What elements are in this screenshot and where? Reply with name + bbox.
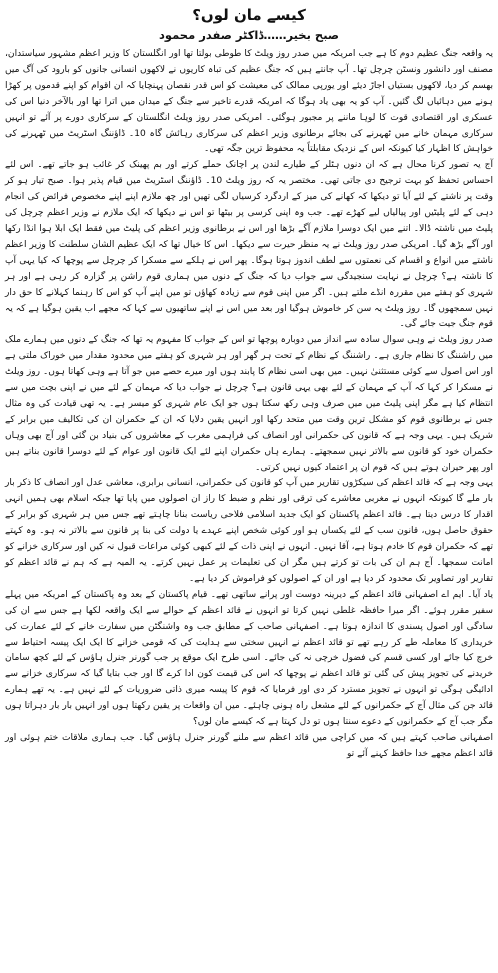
article-paragraph-5: یاد آیا۔ ایم اے اصفہانی قائد اعظم کے دیرینہ دوست اور پرانے ساتھی تھے۔ قیام پاکستان کے بعد وہ پاکستان کے امریکہ میں پہلے سفیر مقرر ہوئے۔ اگر میرا حافظہ غلطی نہیں کرتا تو انہوں نے قائد اعظم کے حوالے سے ایک واقعہ لکھا ہے جس سے ان کی سادگی اور اصول پسندی کا اندازہ ہوتا ہے۔ اصفہانی صاحب کے مطابق جب وہ واشنگٹن میں سفارت خانے کے لئے عمارت کی خریداری کا معاملہ طے کر رہے تھے تو قائد اعظم نے انہیں سختی سے ہدایت کی کہ قومی خزانے کا ایک ایک پیسہ احتیاط سے خرچ کیا جائے اور کسی قسم کی فضول خرچی نہ کی جائے۔ اسی طرح ایک موقع پر جب گورنر جنرل ہاؤس کے لئے کچھ سامان خریدنے کی تجویز پیش کی گئی تو قائد اعظم نے پوچھا کہ اس کی قیمت کون ادا کرے گا اور جب بتایا گیا کہ سرکاری خزانے سے ادائیگی ہوگی تو انہوں نے تجویز مسترد کر دی اور فرمایا کہ قوم کا پیسہ میری ذاتی ضروریات کے لئے نہیں ہے۔ یہ تھے ہمارے قائد جن کی مثال آج کے حکمرانوں کے لئے مشعل راہ ہونی چاہئے۔ میں ان واقعات پر یقین رکھتا ہوں اور انہیں بار بار دہراتا ہوں مگر جب آج کے حکمرانوں کے دعوے سنتا ہوں تو دل کہتا ہے کہ کیسے مان لوں؟ [5, 589, 493, 728]
article-paragraph-4: یہی وجہ ہے کہ قائد اعظم کی سیکڑوں تقاریر میں آپ کو قانون کی حکمرانی، انسانی برابری، معاشی عدل اور انصاف کا ذکر بار بار ملے گا کیونکہ انہوں نے مغربی معاشرے کی ترقی اور نظم و ضبط کا راز ان اصولوں میں پایا تھا جبکہ اسلام بھی ہمیں انہی اقدار کا درس دیتا ہے۔ قائد اعظم پاکستان کو ایک جدید اسلامی فلاحی ریاست بنانا چاہتے تھے جس میں ہر شہری کو برابر کے حقوق حاصل ہوں، قانون سب کے لئے یکساں ہو اور کوئی شخص اپنے عہدے یا دولت کی بنا پر قانون سے بالاتر نہ ہو۔ وہ کہتے تھے کہ حکمران قوم کا خادم ہوتا ہے، آقا نہیں۔ انہوں نے اپنی ذات کے لئے کبھی کوئی مراعات قبول نہ کیں اور سرکاری خزانے کو امانت سمجھا۔ آج ہم ان کی بات تو کرتے ہیں مگر ان کی تعلیمات پر عمل نہیں کرتے۔ یہ المیہ ہے کہ ہم نے قائد اعظم کو تقاریر اور تصاویر تک محدود کر دیا ہے اور ان کے اصولوں کو فراموش کر دیا ہے۔ [5, 478, 493, 584]
article-paragraph-1: یہ واقعہ جنگ عظیم دوم کا ہے جب امریکہ میں صدر روز ویلٹ کا طوطی بولتا تھا اور انگلستان کا وزیر اعظم مشہور سیاستدان، مصنف اور دانشور ونسٹن چرچل تھا۔ آپ جانتے ہیں کہ جنگ عظیم کی تباہ کاریوں نے لاکھوں انسانی جانوں کو بارود کی آگ میں بھسم کر دیا، لاکھوں بستیاں اجاڑ دیئے اور یورپی ممالک کی معیشت کو اس قدر نقصان پہنچایا کہ ان اقوام کو اپنے قدموں پر کھڑا ہونے میں دہائیاں لگ گئیں۔ آپ کو یہ بھی یاد ہوگا کہ امریکہ قدرے تاخیر سے جنگ کے میدان میں اترا تھا اور بالآخر دنیا اس کی عسکری اور اقتصادی قوت کا لوہا ماننے پر مجبور ہوگئی۔ امریکی صدر روز ویلٹ انگلستان کے سرکاری دورے پر آئے تو انہیں سرکاری مہمان خانے میں ٹھہرنے کی بجائے برطانوی وزیر اعظم کی سرکاری رہائش گاہ 10۔ ڈاؤننگ اسٹریٹ میں ٹھہرنے کی خواہش کا اظہار کیا کیونکہ اس کے نزدیک مقابلتاً یہ محفوظ ترین جگہ تھی۔ [5, 49, 493, 155]
article-paragraph-6: اصفہانی صاحب کہتے ہیں کہ میں کراچی میں قائد اعظم سے ملنے گورنر جنرل ہاؤس گیا۔ جب ہماری ملاقات ختم ہوئی اور قائد اعظم مجھے خدا حافظ کہنے آئے تو [5, 732, 493, 759]
article-title: کیسے مان لوں؟ [192, 6, 306, 24]
article-byline: صبح بخیر……ڈاکٹر صفدر محمود [158, 28, 340, 42]
article-paragraph-2: آج یہ تصور کرنا محال ہے کہ ان دنوں ہٹلر کے طیارے لندن پر اچانک حملے کرتے اور بم پھینک کر غائب ہو جاتے تھے۔ اس لئے احساس تحفظ کو بہت ترجیح دی جاتی تھی۔ مختصر یہ کہ روز ویلٹ 10۔ ڈاؤننگ اسٹریٹ میں قیام پذیر ہوا۔ صبح تیار ہو کر وقت پر ناشتے کے لئے آیا تو دیکھا کہ کھانے کی میز کے اردگرد کرسیاں لگی تھیں اور چھ ملازم اپنے اپنے مخصوص فرائض کی انجام دہی کے لئے پلیٹیں اور پیالیاں لیے کھڑے تھے۔ جب وہ اپنی کرسی پر بیٹھا تو اس نے دیکھا کہ ایک ملازم نے وزیر اعظم چرچل کی پلیٹ میں ناشتہ ڈالا۔ اتنے میں ایک دوسرا ملازم آگے بڑھا اور اس نے برطانوی وزیر اعظم کی پلیٹ میں فقط ایک ابلا ہوا انڈا رکھا اور آگے بڑھ گیا۔ امریکی صدر روز ویلٹ نے یہ منظر حیرت سے دیکھا۔ اس کا خیال تھا کہ ایک عظیم الشان سلطنت کا وزیر اعظم ناشتے میں انواع و اقسام کی نعمتوں سے لطف اندوز ہوتا ہوگا۔ پھر اس نے ہلکے سے مسکرا کر چرچل سے پوچھا کہ کیا یہی آپ کا ناشتہ ہے؟ چرچل نے نہایت سنجیدگی سے جواب دیا کہ جنگ کے دنوں میں ہماری قوم راشن پر گزارہ کر رہی ہے اور ہر شہری کو ہفتے میں مقررہ انڈے ملتے ہیں۔ اگر میں اپنی قوم سے زیادہ کھاؤں تو میں اپنے آپ کو اس کا رہنما کہلانے کا حق دار نہیں سمجھوں گا۔ روز ویلٹ یہ سن کر خاموش ہوگیا اور بعد میں اس نے اپنے ساتھیوں سے کہا کہ مجھے اب یقین ہوگیا ہے کہ یہ قوم جنگ جیت جائے گی۔ [5, 160, 493, 330]
article-paragraph-3: صدر روز ویلٹ نے وہی سوال سادہ سے انداز میں دوبارہ پوچھا تو اس کے جواب کا مفہوم یہ تھا کہ جنگ کے دنوں میں ہمارے ملک میں راشننگ کا نظام جاری ہے۔ راشننگ کے نظام کے تحت ہر گھر اور ہر شہری کو ہفتے میں محدود مقدار میں خوراک ملتی ہے اور اس اصول سے کوئی مستثنیٰ نہیں۔ میں بھی اسی نظام کا پابند ہوں اور میرے حصے میں جو آتا ہے وہی کھاتا ہوں۔ روز ویلٹ نے مسکرا کر کہا کہ آپ کے مہمان کے لئے بھی یہی قانون ہے؟ چرچل نے جواب دیا کہ مہمان کے لئے میں نے اپنی بچت میں سے انتظام کیا ہے مگر اپنی پلیٹ میں میں صرف وہی رکھ سکتا ہوں جو ایک عام شہری کو میسر ہے۔ یہ تھی قیادت کی وہ مثال جس نے برطانوی قوم کو مشکل ترین وقت میں متحد رکھا اور انہیں یقین دلایا کہ ان کے حکمران ان کی تکالیف میں برابر کے شریک ہیں۔ یہی وجہ ہے کہ قانون کی حکمرانی اور انصاف کی فراہمی مغرب کے معاشروں کی بنیاد بن گئی اور آج بھی وہاں حکمران خود کو قانون سے بالاتر نہیں سمجھتے۔ ہمارے ہاں حکمران اپنے لئے ایک قانون اور عوام کے لئے دوسرا قانون بناتے ہیں اور پھر حیران ہوتے ہیں کہ قوم ان پر اعتماد کیوں نہیں کرتی۔ [5, 335, 493, 473]
article-body [5, 47, 493, 763]
